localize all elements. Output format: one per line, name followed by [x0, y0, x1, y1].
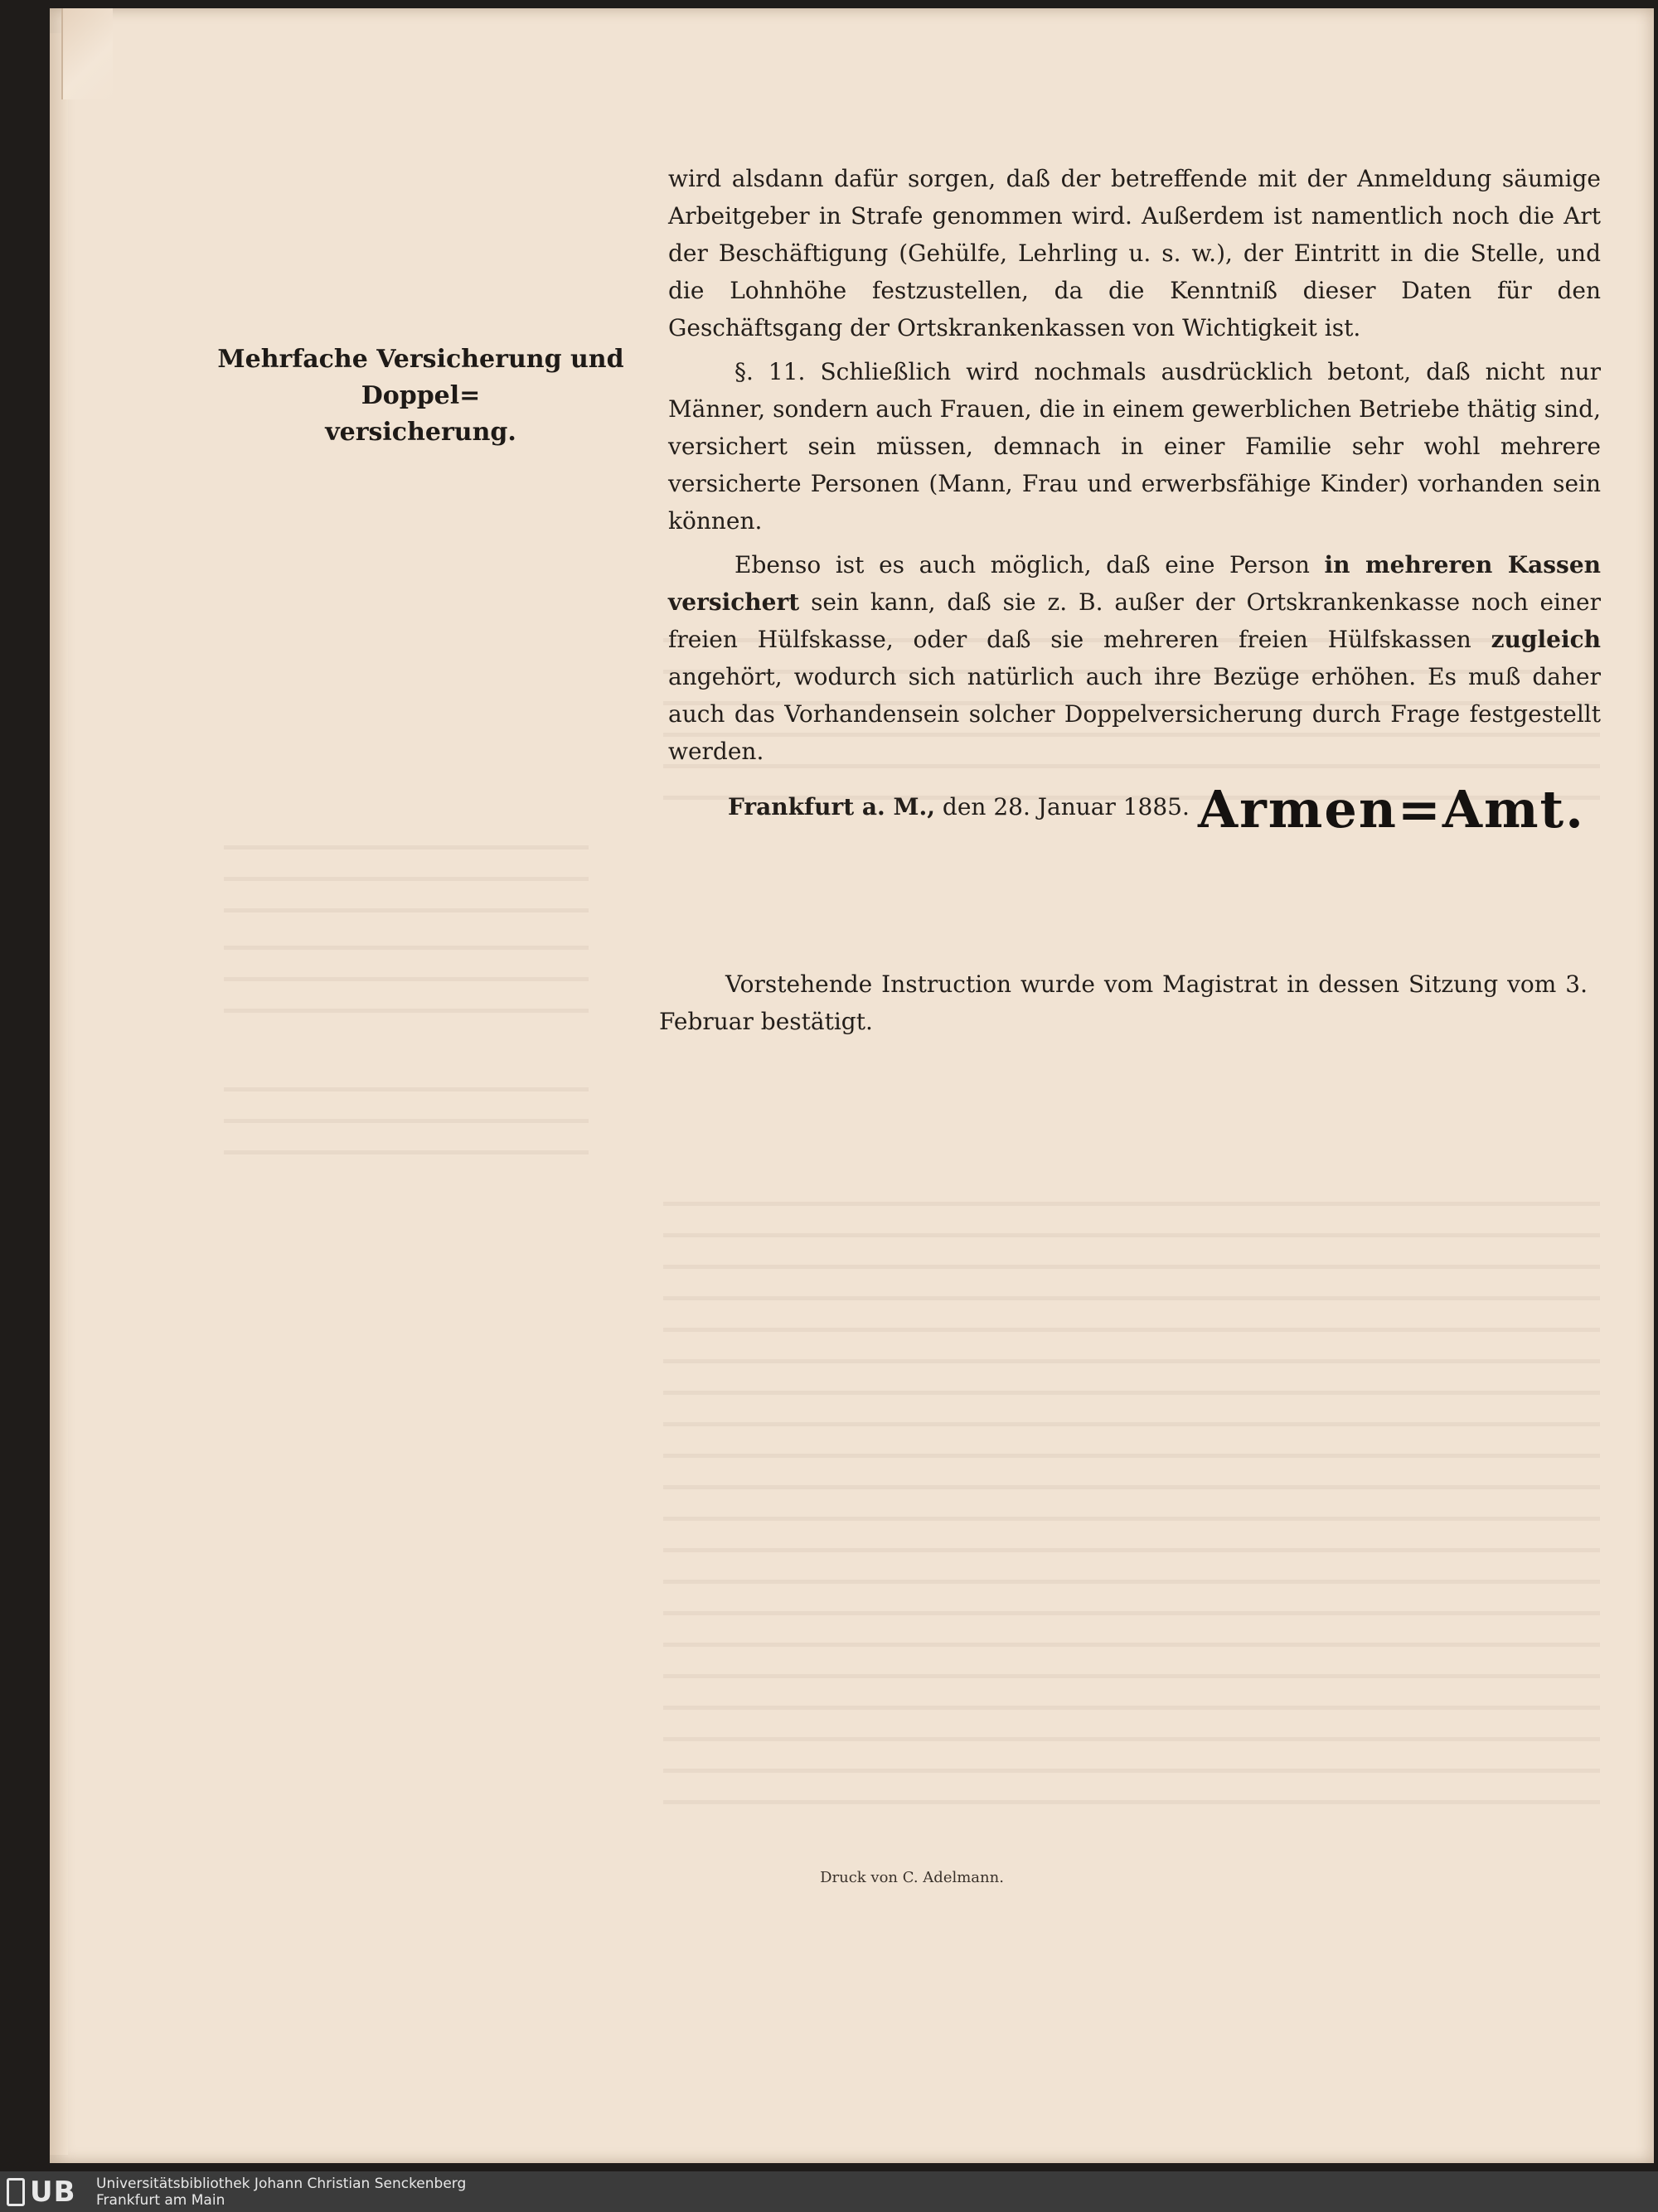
main-text	[668, 160, 1601, 825]
emphasis-several-funds: in mehreren Kassen versichert	[668, 551, 1601, 616]
show-through-right-lower	[663, 1202, 1600, 1832]
ub-logo	[7, 2176, 90, 2208]
library-name-line-1: Universitätsbibliothek Johann Christian Senckenberg	[96, 2176, 467, 2192]
emphasis-simultaneously: zugleich	[1491, 626, 1601, 653]
book-icon	[7, 2178, 25, 2206]
paragraph-section-11: §. 11. Schließlich wird nochmals ausdrücklich betont, daß nicht nur Männer, sondern auch Frauen, die in einem gewerblichen Betriebe thätig sind, versichert sein müssen, demnach in einer Familie sehr wohl mehrere versicherte Personen (Mann, Frau und erwerbsfähige Kinder) vorhanden sein können.	[668, 358, 1601, 535]
paragraph-double-insurance	[668, 546, 1601, 770]
text-span: Ebenso ist es auch möglich, daß eine Person	[734, 551, 1325, 578]
paragraph-continuation: wird alsdann dafür sorgen, daß der betreffende mit der Anmeldung säumige Arbeitgeber in Strafe genommen wird. Außerdem ist namentlich noch die Art der Beschäftigung (Gehülfe, Lehrling u. s. w.), der Eintritt in die Stelle, und die Lohnhöhe festzustellen, da die Kenntniß dieser Daten für den Geschäftsgang der Ortskrankenkassen von Wichtigkeit ist.	[668, 165, 1601, 341]
page-edge	[50, 33, 68, 2155]
place: Frankfurt a. M.,	[728, 793, 936, 820]
ub-logo-text: UB	[30, 2176, 76, 2209]
confirmation-text: Vorstehende Instruction wurde vom Magistrat in dessen Sitzung vom 3. Februar bestätigt.	[659, 970, 1588, 1035]
library-footer-bar	[0, 2171, 1658, 2212]
confirmation-note	[659, 966, 1588, 1040]
printer-imprint: Druck von C. Adelmann.	[820, 1869, 1004, 1886]
library-name	[96, 2176, 466, 2209]
library-name-line-2: Frankfurt am Main	[96, 2192, 225, 2209]
show-through-left	[224, 845, 589, 1182]
margin-note-line-1: Mehrfache Versicherung und Doppel=	[217, 345, 624, 410]
margin-note-line-2: versicherung.	[325, 418, 516, 447]
signature-armen-amt: Armen=Amt.	[1198, 779, 1585, 840]
margin-note	[191, 341, 651, 451]
text-span: sein kann, daß sie z. B. außer der Ortskrankenkasse noch einer freien Hülfskasse, oder daß sie mehreren freien Hülfskassen	[668, 588, 1601, 653]
page-fold	[61, 8, 113, 99]
text-span: angehört, wodurch sich natürlich auch ihre Bezüge erhöhen. Es muß daher auch das Vorhandensein solcher Doppelversicherung durch Frage festgestellt werden.	[668, 663, 1601, 765]
date: den 28. Januar 1885.	[935, 793, 1190, 820]
